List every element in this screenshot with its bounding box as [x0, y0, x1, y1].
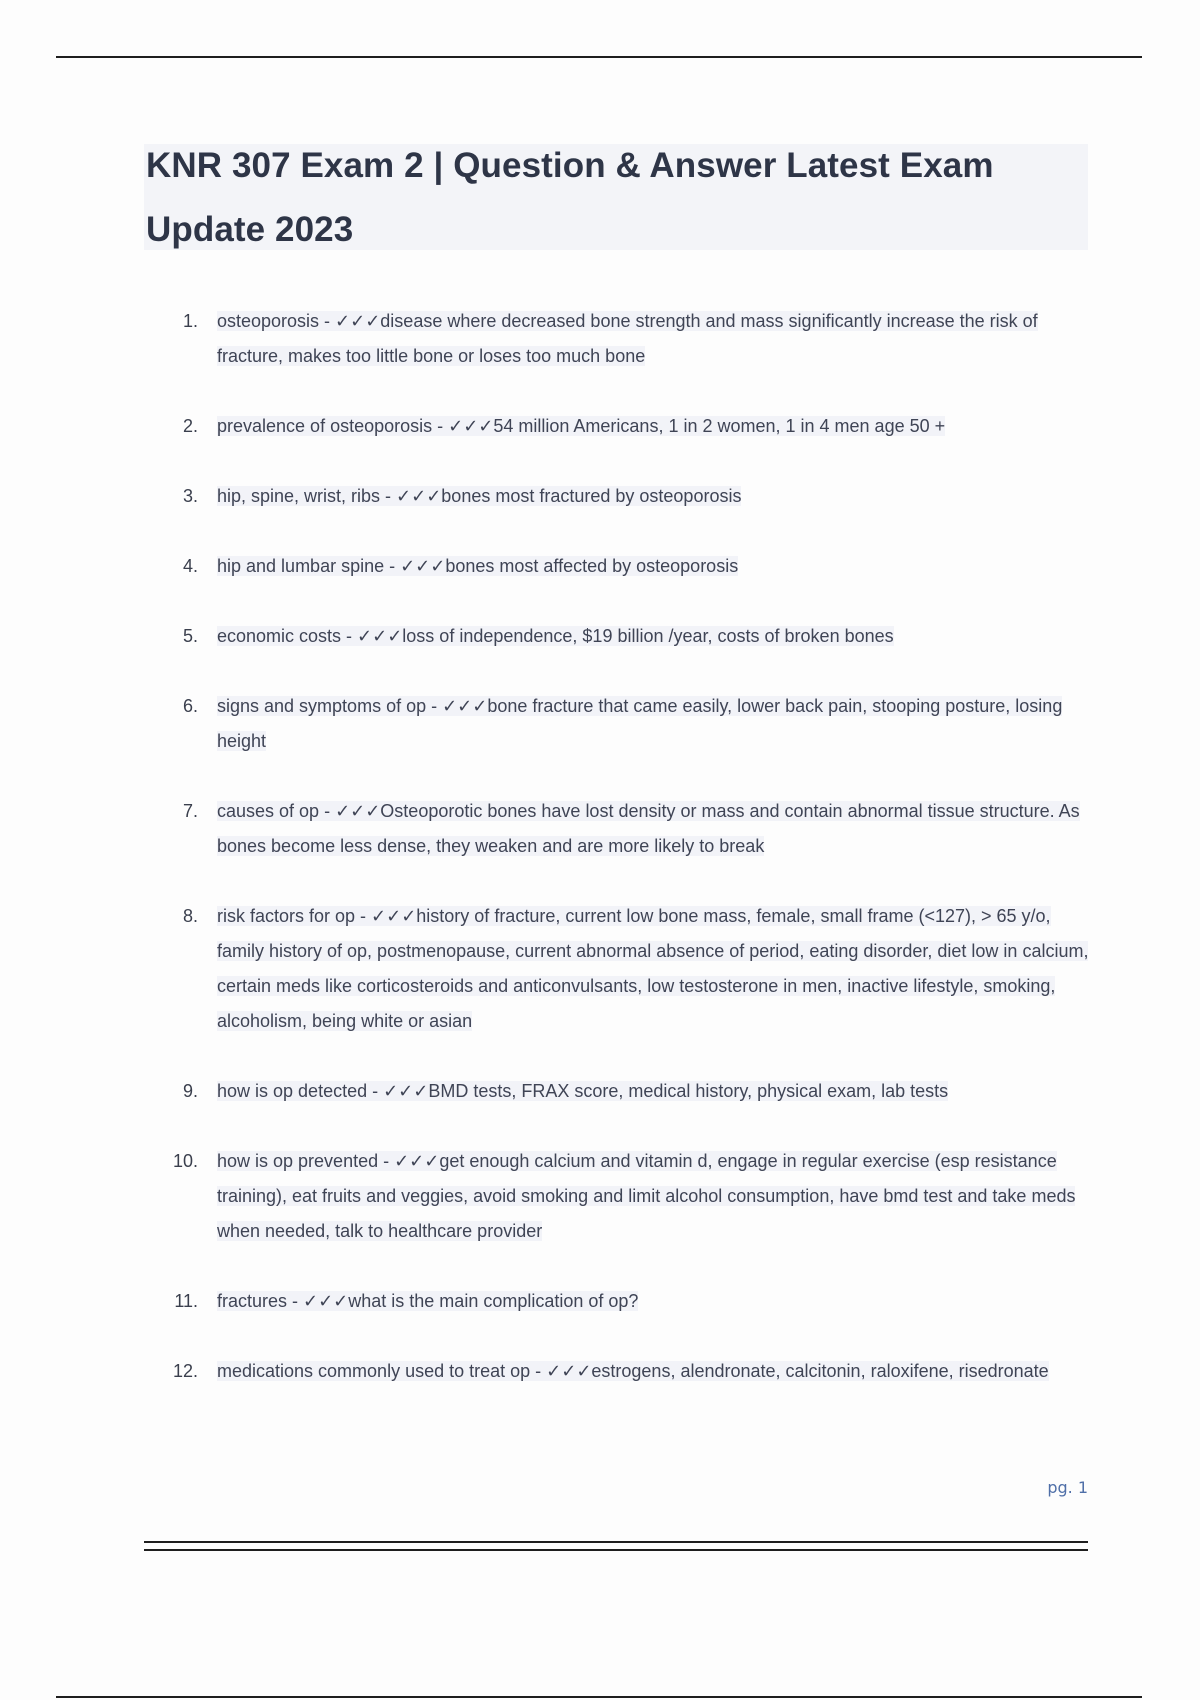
- list-item-number: 8.: [182, 906, 198, 926]
- list-item: [0, 1284, 1200, 1319]
- document-title: KNR 307 Exam 2 | Question & Answer Latest Exam Update 2023: [146, 146, 994, 249]
- list-item-content: how is op detected - ✓✓✓BMD tests, FRAX score, medical history, physical exam, lab tests: [217, 1081, 949, 1101]
- list-item: [0, 479, 1200, 514]
- list-item-number: 6.: [182, 696, 198, 716]
- list-item-text: [217, 1354, 1091, 1389]
- list-item-text: [217, 409, 1091, 444]
- list-item-content: economic costs - ✓✓✓loss of independence, $19 billion /year, costs of broken bones: [217, 626, 894, 646]
- footer-rule-lower: [144, 1549, 1088, 1551]
- list-item: [0, 409, 1200, 444]
- list-item-content: fractures - ✓✓✓what is the main complication of op?: [217, 1291, 639, 1311]
- list-item-content: causes of op - ✓✓✓Osteoporotic bones have lost density or mass and contain abnormal tissue structure. As bones become less dense, they weaken and are more likely to break: [217, 801, 1080, 856]
- list-item-number: 12.: [172, 1361, 198, 1381]
- list-item-text: [217, 1144, 1091, 1249]
- list-item-text: [217, 549, 1091, 584]
- list-item-number: 2.: [182, 416, 198, 436]
- list-item-number: 3.: [182, 486, 198, 506]
- list-item: [0, 1354, 1200, 1389]
- list-item-number: 11.: [174, 1291, 198, 1311]
- list-item-text: [217, 479, 1091, 514]
- list-item-number: 9.: [182, 1081, 198, 1101]
- list-item-content: hip and lumbar spine - ✓✓✓bones most affected by osteoporosis: [217, 556, 739, 576]
- list-item-content: signs and symptoms of op - ✓✓✓bone fracture that came easily, lower back pain, stooping posture, losing height: [217, 696, 1063, 751]
- list-item: [0, 549, 1200, 584]
- list-item-number: 1.: [182, 311, 198, 331]
- list-item-content: medications commonly used to treat op - ✓✓✓estrogens, alendronate, calcitonin, raloxifene, risedronate: [217, 1361, 1049, 1381]
- list-item: [0, 619, 1200, 654]
- list-item: [0, 304, 1200, 374]
- list-item-number: 4.: [182, 556, 198, 576]
- list-item-text: [217, 1284, 1091, 1319]
- list-item-number: 10.: [172, 1151, 198, 1171]
- list-item-text: [217, 899, 1091, 1039]
- list-item-text: [217, 304, 1091, 374]
- list-item-content: hip, spine, wrist, ribs - ✓✓✓bones most fractured by osteoporosis: [217, 486, 742, 506]
- list-item-text: [217, 1074, 1091, 1109]
- list-item: [0, 1074, 1200, 1109]
- list-item-content: how is op prevented - ✓✓✓get enough calcium and vitamin d, engage in regular exercise (esp resistance training), eat fruits and veggies, avoid smoking and limit alcohol consumption, have bmd test and take meds when needed, talk to healthcare provider: [217, 1151, 1076, 1241]
- list-item: [0, 794, 1200, 864]
- list-item-text: [217, 794, 1091, 864]
- list-item-content: risk factors for op - ✓✓✓history of fracture, current low bone mass, female, small frame (<127), > 65 y/o, family history of op, postmenopause, current abnormal absence of period, eating disorder, diet low in calcium, certain meds like corticosteroids and anticonvulsants, low testosterone in men, inactive lifestyle, smoking, alcoholism, being white or asian: [217, 906, 1089, 1031]
- page-number: pg. 1: [1047, 1478, 1088, 1497]
- list-item-content: prevalence of osteoporosis - ✓✓✓54 million Americans, 1 in 2 women, 1 in 4 men age 50 +: [217, 416, 946, 436]
- header-rule: [56, 56, 1142, 58]
- list-item: [0, 899, 1200, 1039]
- question-answer-list: [0, 304, 1200, 1424]
- list-item: [0, 1144, 1200, 1249]
- list-item-number: 5.: [182, 626, 198, 646]
- list-item-text: [217, 689, 1091, 759]
- list-item: [0, 689, 1200, 759]
- footer-rule-upper: [144, 1541, 1088, 1543]
- page-bottom-rule: [56, 1696, 1142, 1698]
- list-item-number: 7.: [182, 801, 198, 821]
- list-item-content: osteoporosis - ✓✓✓disease where decreased bone strength and mass significantly increase the risk of fracture, makes too little bone or loses too much bone: [217, 311, 1038, 366]
- list-item-text: [217, 619, 1091, 654]
